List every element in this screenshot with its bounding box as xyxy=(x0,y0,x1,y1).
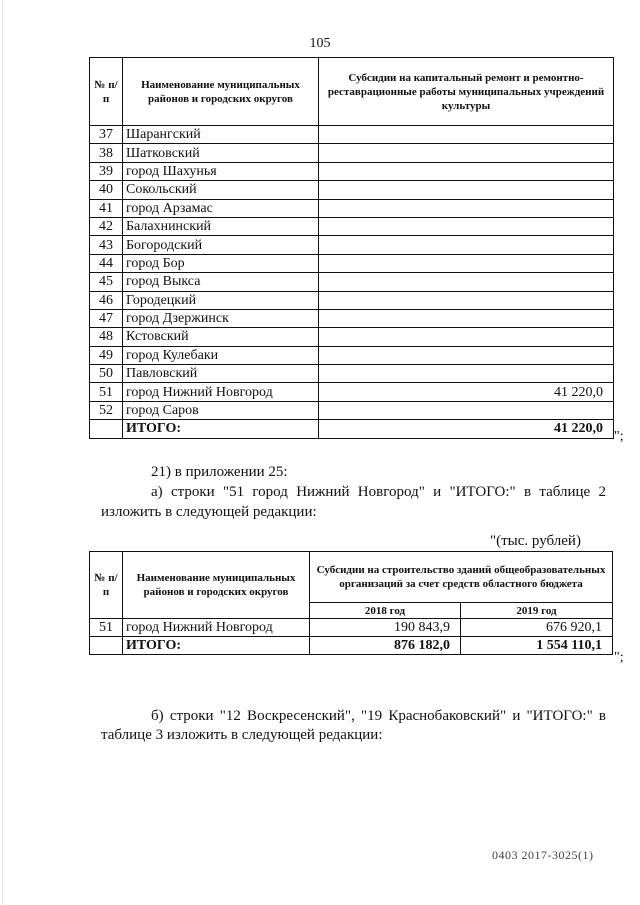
unit-label: "(тыс. рублей) xyxy=(490,533,581,549)
row-name: город Дзержинск xyxy=(123,309,319,327)
document-code: 0403 2017-3025(1) xyxy=(492,848,594,862)
paragraph-item-b-continued: таблице 3 изложить в следующей редакции: xyxy=(101,727,383,743)
table-header-row xyxy=(90,552,613,603)
row-num: 51 xyxy=(90,619,123,637)
total-num-cell xyxy=(90,637,123,655)
row-name: Балахнинский xyxy=(123,217,319,235)
table-header-row xyxy=(90,58,614,126)
row-name: город Шахунья xyxy=(123,162,319,180)
total-label: ИТОГО: xyxy=(123,637,310,655)
paragraph-item-21: 21) в приложении 25: xyxy=(151,464,288,480)
table-closing-quote: "; xyxy=(614,429,624,444)
row-value xyxy=(319,144,614,162)
row-num: 43 xyxy=(90,236,123,254)
row-value xyxy=(319,181,614,199)
row-value xyxy=(319,273,614,291)
scan-edge-line xyxy=(2,0,3,905)
header-subsidy: Субсидии на строительство зданий общеобразовательных организаций за счет средств областного бюджета xyxy=(310,552,613,603)
row-value: 41 220,0 xyxy=(319,383,614,401)
table-row xyxy=(90,144,614,162)
table-row xyxy=(90,619,613,637)
table-row xyxy=(90,383,614,401)
table-row xyxy=(90,254,614,272)
table-row xyxy=(90,217,614,235)
row-num: 52 xyxy=(90,401,123,419)
row-name: Шатковский xyxy=(123,144,319,162)
paragraph-item-a: а) строки "51 город Нижний Новгород" и "ИТОГО:" в таблице 2 xyxy=(151,484,606,500)
total-value-2018: 876 182,0 xyxy=(310,637,461,655)
row-value xyxy=(319,309,614,327)
row-name: Павловский xyxy=(123,365,319,383)
row-num: 46 xyxy=(90,291,123,309)
row-num: 47 xyxy=(90,309,123,327)
table-row xyxy=(90,328,614,346)
row-value-2018: 190 843,9 xyxy=(310,619,461,637)
row-num: 41 xyxy=(90,199,123,217)
row-name: Кстовский xyxy=(123,328,319,346)
row-name: Городецкий xyxy=(123,291,319,309)
row-num: 42 xyxy=(90,217,123,235)
table-total-row xyxy=(90,420,614,438)
row-value xyxy=(319,254,614,272)
table-row xyxy=(90,401,614,419)
paragraph-item-b: б) строки "12 Воскресенский", "19 Краснобаковский" и "ИТОГО:" в xyxy=(151,708,606,724)
row-value xyxy=(319,346,614,364)
row-num: 44 xyxy=(90,254,123,272)
table-row xyxy=(90,236,614,254)
row-num: 40 xyxy=(90,181,123,199)
row-value xyxy=(319,365,614,383)
table-row xyxy=(90,126,614,144)
table-closing-quote: "; xyxy=(614,650,624,665)
table-row xyxy=(90,309,614,327)
row-name: город Бор xyxy=(123,254,319,272)
page-number: 105 xyxy=(309,36,331,51)
table-row xyxy=(90,365,614,383)
table-row xyxy=(90,162,614,180)
row-name: город Нижний Новгород xyxy=(123,383,319,401)
header-year-2018: 2018 год xyxy=(310,603,461,619)
row-name: город Саров xyxy=(123,401,319,419)
header-name: Наименование муниципальных районов и городских округов xyxy=(123,58,319,126)
row-name: Шарангский xyxy=(123,126,319,144)
table-body xyxy=(90,126,614,420)
row-num: 50 xyxy=(90,365,123,383)
total-value-2019: 1 554 110,1 xyxy=(461,637,613,655)
row-name: город Арзамас xyxy=(123,199,319,217)
row-value xyxy=(319,126,614,144)
row-value xyxy=(319,199,614,217)
total-num-cell xyxy=(90,420,123,438)
row-num: 48 xyxy=(90,328,123,346)
row-num: 49 xyxy=(90,346,123,364)
row-num: 38 xyxy=(90,144,123,162)
row-num: 51 xyxy=(90,383,123,401)
header-num: № п/п xyxy=(90,58,123,126)
culture-subsidy-table xyxy=(89,57,614,439)
row-name: город Нижний Новгород xyxy=(123,619,310,637)
table-row xyxy=(90,181,614,199)
header-year-2019: 2019 год xyxy=(461,603,613,619)
row-value xyxy=(319,328,614,346)
table-row xyxy=(90,346,614,364)
row-num: 45 xyxy=(90,273,123,291)
total-label: ИТОГО: xyxy=(123,420,319,438)
row-name: город Кулебаки xyxy=(123,346,319,364)
row-value xyxy=(319,401,614,419)
total-value: 41 220,0 xyxy=(319,420,614,438)
paragraph-item-a-continued: изложить в следующей редакции: xyxy=(101,504,317,520)
row-name: город Выкса xyxy=(123,273,319,291)
row-value xyxy=(319,217,614,235)
table-total-row xyxy=(90,637,613,655)
header-subsidy: Субсидии на капитальный ремонт и ремонтно-реставрационные работы муниципальных учреждений культуры xyxy=(319,58,614,126)
row-num: 39 xyxy=(90,162,123,180)
header-name: Наименование муниципальных районов и городских округов xyxy=(123,552,310,619)
school-construction-subsidy-table xyxy=(89,551,613,655)
table-row xyxy=(90,199,614,217)
row-value-2019: 676 920,1 xyxy=(461,619,613,637)
row-name: Сокольский xyxy=(123,181,319,199)
header-num: № п/п xyxy=(90,552,123,619)
row-num: 37 xyxy=(90,126,123,144)
row-value xyxy=(319,162,614,180)
row-value xyxy=(319,236,614,254)
row-value xyxy=(319,291,614,309)
table-row xyxy=(90,291,614,309)
row-name: Богородский xyxy=(123,236,319,254)
table-row xyxy=(90,273,614,291)
